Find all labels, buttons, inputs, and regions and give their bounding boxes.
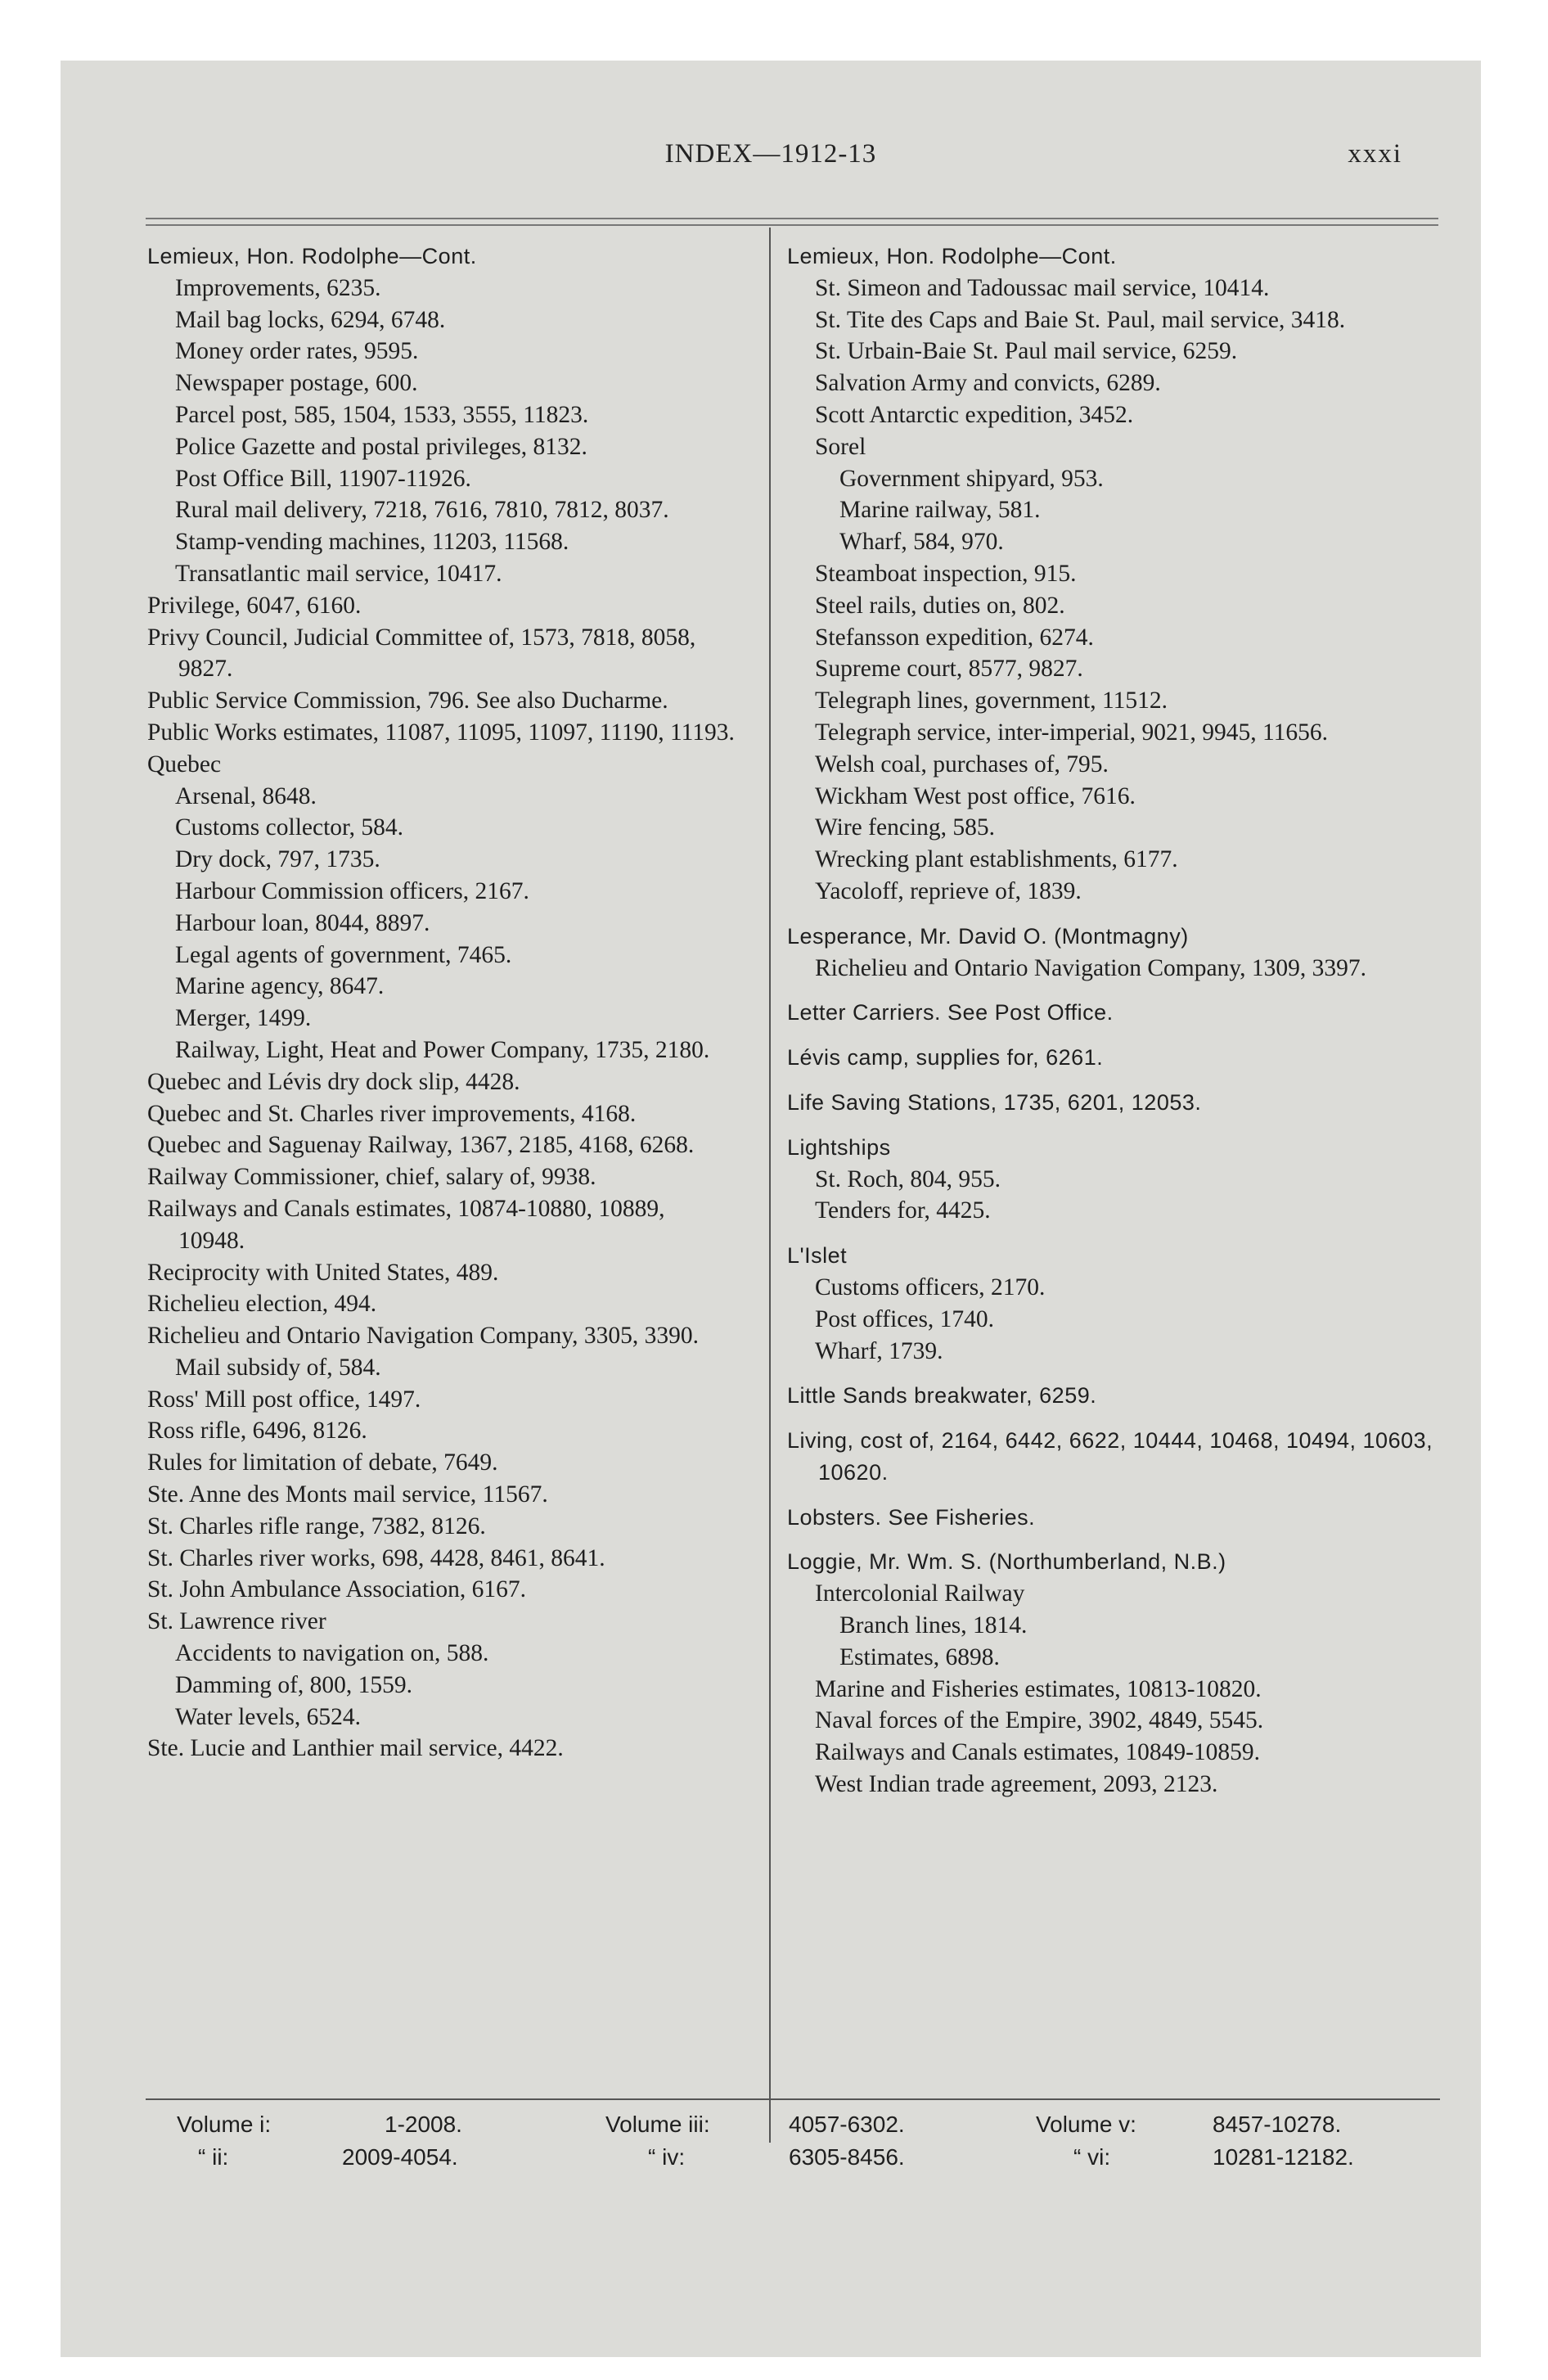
column-divider <box>769 228 771 2143</box>
index-entry: Post offices, 1740. <box>815 1305 995 1332</box>
index-entry: Sorel <box>815 433 866 460</box>
volume-key <box>61 2108 1481 2174</box>
index-entry: Estimates, 6898. <box>839 1643 1000 1670</box>
index-entry: Marine agency, 8647. <box>175 973 385 1000</box>
left-column <box>147 241 736 1765</box>
right-column <box>787 241 1442 1801</box>
header-rule <box>146 218 1438 219</box>
index-entry: Intercolonial Railway <box>815 1580 1025 1607</box>
index-entry: Improvements, 6235. <box>175 274 381 301</box>
index-entry: Quebec and Saguenay Railway, 1367, 2185, 4168, 6268. <box>147 1132 695 1159</box>
index-entry: Naval forces of the Empire, 3902, 4849, 5545. <box>815 1707 1264 1734</box>
volume-range: 8457-10278. <box>1213 2112 1342 2137</box>
index-entry: Steel rails, duties on, 802. <box>815 592 1065 619</box>
volume-label: Volume iii: <box>605 2112 710 2137</box>
index-heading: Lightships <box>787 1134 891 1160</box>
index-entry: St. Tite des Caps and Baie St. Paul, mail service, 3418. <box>815 306 1346 333</box>
index-entry: Public Works estimates, 11087, 11095, 11097, 11190, 11193. <box>147 719 735 746</box>
index-entry: Ross' Mill post office, 1497. <box>147 1386 421 1413</box>
index-entry: Customs collector, 584. <box>175 814 404 841</box>
index-entry: Reciprocity with United States, 489. <box>147 1259 499 1286</box>
index-entry: Branch lines, 1814. <box>839 1612 1028 1639</box>
index-entry: Parcel post, 585, 1504, 1533, 3555, 11823. <box>175 401 589 428</box>
index-entry: Salvation Army and convicts, 6289. <box>815 370 1161 397</box>
index-entry: Welsh coal, purchases of, 795. <box>815 751 1109 778</box>
volume-range: 1-2008. <box>385 2112 462 2137</box>
index-entry: Wharf, 1739. <box>815 1337 943 1364</box>
index-entry: Tenders for, 4425. <box>815 1197 991 1224</box>
volume-range: 6305-8456. <box>789 2144 905 2170</box>
index-page <box>61 61 1481 2357</box>
index-entry: Post Office Bill, 11907-11926. <box>175 465 471 492</box>
index-heading: Lesperance, Mr. David O. (Montmagny) <box>787 923 1189 949</box>
index-entry: St. Roch, 804, 955. <box>815 1165 1001 1192</box>
index-entry: St. Simeon and Tadoussac mail service, 10414. <box>815 274 1270 301</box>
index-entry: Water levels, 6524. <box>175 1703 361 1730</box>
index-entry: Wire fencing, 585. <box>815 814 995 841</box>
volume-label: Volume v: <box>1036 2112 1136 2137</box>
index-entry: Harbour Commission officers, 2167. <box>175 877 529 904</box>
index-entry: Damming of, 800, 1559. <box>175 1671 413 1698</box>
index-entry: Dry dock, 797, 1735. <box>175 846 380 873</box>
volume-range: 10281-12182. <box>1213 2144 1354 2170</box>
index-heading: Little Sands breakwater, 6259. <box>787 1383 1097 1409</box>
index-heading: Lemieux, Hon. Rodolphe—Cont. <box>147 244 477 268</box>
volume-range: 2009-4054. <box>342 2144 458 2170</box>
index-heading: Lobsters. See Fisheries. <box>787 1504 1036 1530</box>
index-heading: Living, cost of, 2164, 6442, 6622, 10444, 10468, 10494, 10603, 10620. <box>787 1428 1433 1485</box>
index-heading: Life Saving Stations, 1735, 6201, 12053. <box>787 1089 1202 1115</box>
index-entry: Richelieu and Ontario Navigation Company, 1309, 3397. <box>815 954 1367 981</box>
index-entry: Marine and Fisheries estimates, 10813-10820. <box>815 1675 1262 1702</box>
index-entry: Scott Antarctic expedition, 3452. <box>815 401 1134 428</box>
index-entry: West Indian trade agreement, 2093, 2123. <box>815 1771 1218 1798</box>
index-entry: Public Service Commission, 796. See also Ducharme. <box>147 687 668 714</box>
index-entry: Customs officers, 2170. <box>815 1273 1046 1300</box>
index-entry: Quebec <box>147 751 222 778</box>
index-entry: Stamp-vending machines, 11203, 11568. <box>175 529 569 556</box>
index-entry: St. Charles rifle range, 7382, 8126. <box>147 1512 486 1539</box>
index-entry: Steamboat inspection, 915. <box>815 560 1077 587</box>
index-entry: St. Urbain-Baie St. Paul mail service, 6259. <box>815 338 1238 365</box>
index-entry: Government shipyard, 953. <box>839 465 1104 492</box>
volume-row <box>61 2141 1481 2174</box>
index-entry: Mail subsidy of, 584. <box>175 1354 381 1381</box>
index-entry: St. Charles river works, 698, 4428, 8461, 8641. <box>147 1544 605 1571</box>
index-heading: Loggie, Mr. Wm. S. (Northumberland, N.B.) <box>787 1549 1226 1575</box>
index-entry: Ste. Lucie and Lanthier mail service, 4422. <box>147 1735 564 1762</box>
index-entry: Richelieu election, 494. <box>147 1291 377 1318</box>
index-entry: Newspaper postage, 600. <box>175 370 418 397</box>
index-entry: Stefansson expedition, 6274. <box>815 624 1094 651</box>
index-heading: Lévis camp, supplies for, 6261. <box>787 1045 1104 1071</box>
index-entry: Marine railway, 581. <box>839 497 1041 524</box>
index-entry: Railways and Canals estimates, 10849-10859. <box>815 1739 1261 1766</box>
header-rule-second <box>146 224 1438 226</box>
index-entry: Railways and Canals estimates, 10874-10880, 10889, 10948. <box>147 1195 665 1254</box>
index-entry: Legal agents of government, 7465. <box>175 941 512 968</box>
index-entry: Rural mail delivery, 7218, 7616, 7810, 7812, 8037. <box>175 497 669 524</box>
index-entry: St. John Ambulance Association, 6167. <box>147 1576 526 1603</box>
index-heading: Lemieux, Hon. Rodolphe—Cont. <box>787 244 1117 268</box>
footer-rule <box>146 2098 1440 2100</box>
index-entry: St. Lawrence river <box>147 1608 326 1635</box>
index-entry: Accidents to navigation on, 588. <box>175 1640 489 1667</box>
index-entry: Merger, 1499. <box>175 1005 312 1032</box>
index-entry: Wickham West post office, 7616. <box>815 782 1136 809</box>
index-entry: Arsenal, 8648. <box>175 782 317 809</box>
index-entry: Telegraph lines, government, 11512. <box>815 687 1168 714</box>
volume-range: 4057-6302. <box>789 2112 905 2137</box>
index-entry: Privy Council, Judicial Committee of, 1573, 7818, 8058, 9827. <box>147 624 696 683</box>
volume-row <box>61 2108 1481 2141</box>
index-entry: Supreme court, 8577, 9827. <box>815 656 1083 683</box>
index-entry: Richelieu and Ontario Navigation Company, 3305, 3390. <box>147 1323 700 1350</box>
index-entry: Rules for limitation of debate, 7649. <box>147 1449 498 1476</box>
index-entry: Ross rifle, 6496, 8126. <box>147 1418 367 1445</box>
index-entry: Mail bag locks, 6294, 6748. <box>175 306 446 333</box>
index-entry: Yacoloff, reprieve of, 1839. <box>815 877 1082 904</box>
volume-label: “ vi: <box>1073 2144 1111 2170</box>
index-entry: Telegraph service, inter-imperial, 9021, 9945, 11656. <box>815 719 1329 746</box>
index-entry: Wrecking plant establishments, 6177. <box>815 846 1178 873</box>
page-header <box>61 139 1481 172</box>
index-entry: Railway Commissioner, chief, salary of, 9938. <box>147 1164 596 1191</box>
index-entry: Harbour loan, 8044, 8897. <box>175 909 430 936</box>
index-entry: Money order rates, 9595. <box>175 338 419 365</box>
index-entry: Ste. Anne des Monts mail service, 11567. <box>147 1481 548 1508</box>
index-entry: Wharf, 584, 970. <box>839 529 1004 556</box>
index-entry: Quebec and St. Charles river improvements, 4168. <box>147 1100 637 1127</box>
volume-label: Volume i: <box>177 2112 272 2137</box>
index-entry: Railway, Light, Heat and Power Company, 1735, 2180. <box>175 1036 710 1063</box>
index-entry: Police Gazette and postal privileges, 8132. <box>175 433 587 460</box>
index-entry: Privilege, 6047, 6160. <box>147 592 362 619</box>
page-title: INDEX—1912-13 <box>664 139 877 169</box>
index-entry: Transatlantic mail service, 10417. <box>175 560 502 587</box>
volume-label: “ iv: <box>648 2144 686 2170</box>
page-number: xxxi <box>1348 139 1402 169</box>
index-entry: Quebec and Lévis dry dock slip, 4428. <box>147 1068 520 1095</box>
index-heading: L'Islet <box>787 1243 848 1269</box>
index-heading: Letter Carriers. See Post Office. <box>787 1000 1114 1025</box>
volume-label: “ ii: <box>198 2144 229 2170</box>
